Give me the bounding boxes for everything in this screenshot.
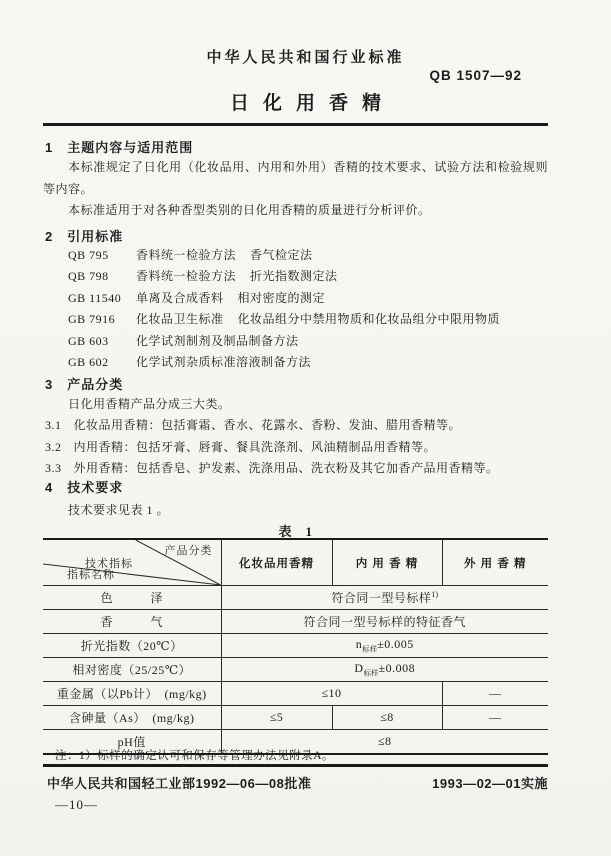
table-row xyxy=(43,682,548,706)
row-value: $D_{标样}\pm 0.008$ xyxy=(221,658,548,682)
row-label: 含砷量（As） (mg/kg) xyxy=(43,706,221,730)
classification-number: 3.2 xyxy=(45,439,62,454)
standard-subtitle: 折光指数测定法 xyxy=(250,269,338,284)
row-value: ≤8 xyxy=(332,706,442,730)
standard-code-label: GB 7916 xyxy=(68,312,116,327)
classification-item xyxy=(45,415,550,437)
standard-code-label: GB 602 xyxy=(68,355,109,370)
value-base: D xyxy=(354,660,364,675)
row-value: — xyxy=(442,682,548,706)
standard-item xyxy=(68,352,558,373)
table-column-header: 化妆品用香精 xyxy=(221,539,332,586)
document-title: 日化用香精 xyxy=(229,93,395,114)
standard-item xyxy=(68,245,558,266)
standard-code-label: GB 11540 xyxy=(68,290,122,305)
row-label: 相对密度（25/25℃） xyxy=(43,658,221,682)
classification-text: 内用香精：包括牙膏、唇膏、餐具洗涤剂、风油精制品用香精等。 xyxy=(73,439,437,454)
table-footnote: 注：1）标样的确定认可和保存等管理办法见附录A。 xyxy=(55,750,335,762)
section-4-heading: 4 技术要求 xyxy=(45,480,124,495)
row-value: ≤10 xyxy=(221,682,442,706)
section-3-intro: 日化用香精产品分成三大类。 xyxy=(68,397,231,411)
section-1-heading: 1 主题内容与适用范围 xyxy=(45,140,194,155)
corner-label-index-name: 指标名称 xyxy=(67,569,115,581)
standard-item xyxy=(68,266,558,287)
row-label: 香 气 xyxy=(43,610,221,634)
standard-item xyxy=(68,288,558,309)
standard-item xyxy=(68,331,558,352)
row-value: — xyxy=(442,706,548,730)
standard-subtitle: 化妆品组分中禁用物质和化妆品组分中限用物质 xyxy=(237,312,501,327)
table-row xyxy=(43,610,548,634)
standard-title: 香料统一检验方法 xyxy=(136,248,237,262)
row-label: pH值 xyxy=(43,730,221,755)
row-value: 符合同一型号标样$^{1)}$ xyxy=(221,586,548,610)
row-value: ≤5 xyxy=(221,706,332,730)
value-superscript: 1) xyxy=(431,590,439,599)
classification-number: 3.1 xyxy=(45,418,62,432)
standard-code-label: QB 798 xyxy=(68,269,109,284)
standard-item xyxy=(68,309,558,330)
corner-label-product-class: 产品分类 xyxy=(164,545,213,557)
table-body xyxy=(43,586,548,755)
value-subscript: 标样 xyxy=(363,668,379,678)
org-title: 中华人民共和国行业标准 xyxy=(206,49,405,66)
table-column-header: 外 用 香 精 xyxy=(442,539,548,586)
section-2-heading: 2 引用标准 xyxy=(45,229,124,244)
section-1-paragraph-1: 本标准规定了日化用（化妆品用、内用和外用）香精的技术要求、试验方法和检验规则等内容。 xyxy=(43,160,548,196)
row-label: 折光指数（20℃） xyxy=(43,634,221,658)
standards-list xyxy=(68,245,558,373)
section-3-heading: 3 产品分类 xyxy=(45,377,124,392)
row-value: ≤8 xyxy=(221,730,548,755)
row-value: 符合同一型号标样的特征香气 xyxy=(221,610,548,634)
standard-code: QB 1507—92 xyxy=(429,68,522,83)
classification-item xyxy=(45,437,550,459)
classification-items xyxy=(45,415,550,480)
footer-rule xyxy=(43,764,548,767)
standard-title: 单离及合成香料 xyxy=(136,290,224,305)
classification-text: 外用香精：包括香皂、护发素、洗涤用品、洗衣粉及其它加香产品用香精等。 xyxy=(73,461,499,476)
table-row xyxy=(43,658,548,682)
table-row xyxy=(43,634,548,658)
value-base: n xyxy=(355,636,363,651)
classification-text: 化妆品用香精：包括膏霜、香水、花露水、香粉、发油、腊用香精等。 xyxy=(73,418,462,432)
corner-label-tech-index: 技术指标 xyxy=(85,558,133,570)
table-column-header: 内 用 香 精 xyxy=(332,539,442,586)
standard-code-label: QB 795 xyxy=(68,248,109,262)
standard-title: 化妆品卫生标准 xyxy=(136,312,224,327)
table-corner-cell xyxy=(43,539,221,586)
row-value: $n_{标样}\pm 0.005$ xyxy=(221,634,548,658)
table-row xyxy=(43,586,548,610)
section-1-paragraph-2: 本标准适用于对各种香型类别的日化用香精的质量进行分析评价。 xyxy=(68,203,431,217)
table-header-row xyxy=(43,539,548,586)
approval-line: 中华人民共和国轻工业部1992—06—08批准 xyxy=(47,776,312,791)
requirements-table xyxy=(43,538,548,755)
standard-title: 化学试剂制剂及制品制备方法 xyxy=(136,333,299,348)
table-row xyxy=(43,706,548,730)
classification-number: 3.3 xyxy=(45,461,62,476)
title-rule xyxy=(43,123,548,126)
standard-code-label: GB 603 xyxy=(68,333,109,348)
implementation-date: 1993—02—01实施 xyxy=(432,776,548,791)
row-label: 重金属（以Pb计） (mg/kg) xyxy=(43,682,221,706)
page-number: —10— xyxy=(55,797,98,812)
value-subscript: 标样 xyxy=(362,644,378,654)
standard-title: 香料统一检验方法 xyxy=(136,269,237,284)
table-caption: 表 1 xyxy=(278,524,313,539)
row-label: 色 泽 xyxy=(43,586,221,610)
section-4-intro: 技术要求见表 1 。 xyxy=(68,503,170,517)
standard-title: 化学试剂杂质标准溶液制备方法 xyxy=(136,355,312,370)
standard-subtitle: 相对密度的测定 xyxy=(237,290,326,305)
standard-subtitle: 香气检定法 xyxy=(250,248,313,262)
